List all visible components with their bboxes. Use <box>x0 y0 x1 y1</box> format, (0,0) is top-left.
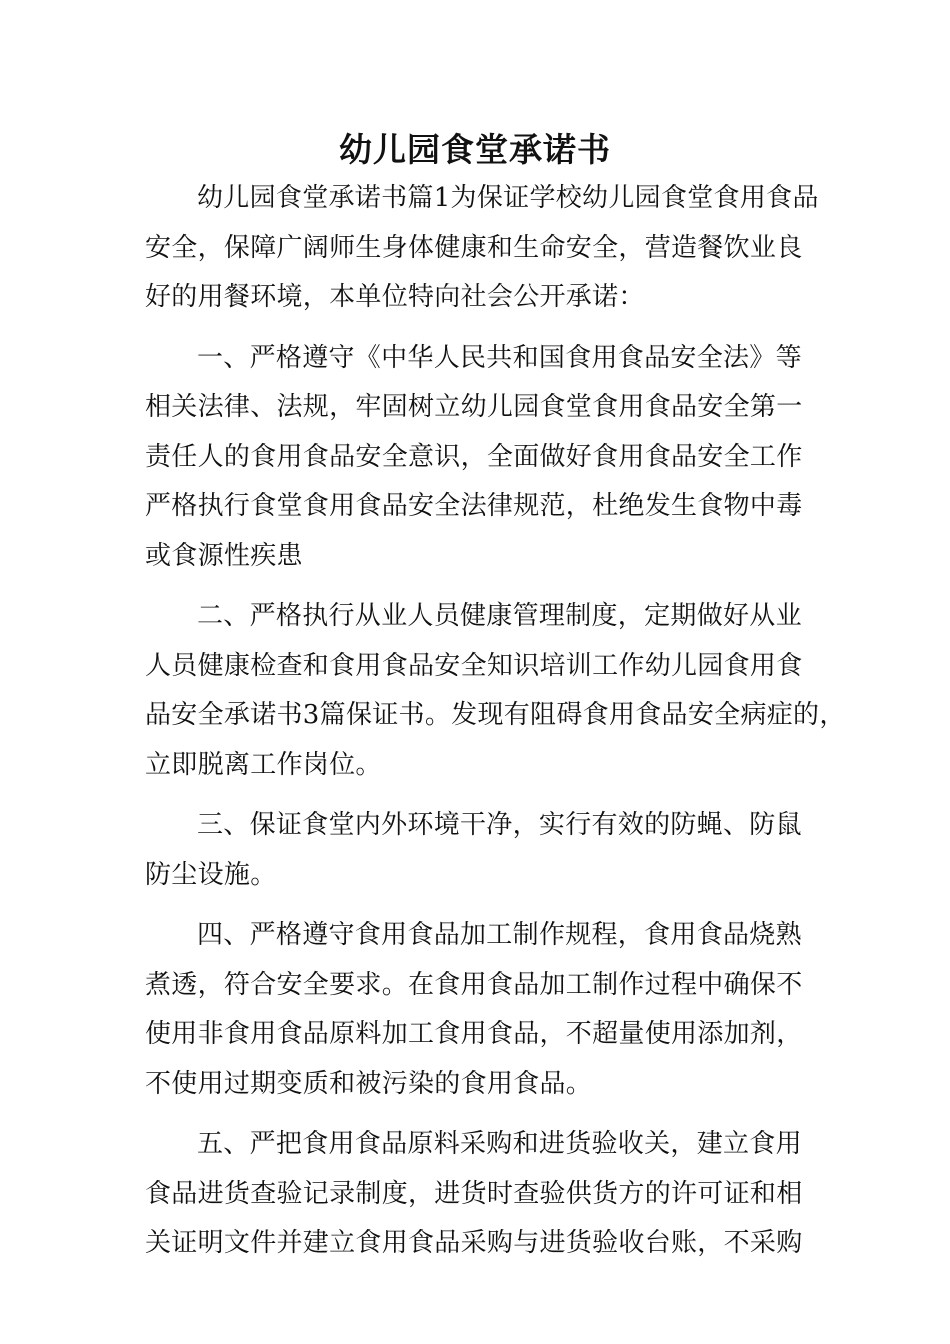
paragraph-line: 关证明文件并建立食用食品采购与进货验收台账，不采购 <box>145 1228 803 1258</box>
paragraph-line: 安全，保障广阔师生身体健康和生命安全，营造餐饮业良 <box>145 232 803 263</box>
document-title: 幼儿园食堂承诺书 <box>339 130 611 169</box>
paragraph-line: 好的用餐环境，本单位特向社会公开承诺： <box>145 282 645 312</box>
paragraph-line: 相关法律、法规，牢固树立幼儿园食堂食用食品安全第一 <box>145 392 803 422</box>
paragraph-line: 煮透，符合安全要求。在食用食品加工制作过程中确保不 <box>145 969 803 1000</box>
paragraph-item-2 <box>145 592 846 790</box>
paragraph-line: 品安全承诺书3篇保证书。发现有阻碍食用食品安全病症的， <box>145 700 846 730</box>
paragraph-line: 防尘设施。 <box>145 859 277 890</box>
paragraph-line: 一、严格遵守《中华人民共和国食用食品安全法》等 <box>197 342 802 373</box>
paragraph-intro <box>145 174 825 323</box>
paragraph-line: 三、保证食堂内外环境干净，实行有效的防蝇、防鼠 <box>197 810 802 840</box>
paragraph-item-1 <box>145 334 825 582</box>
paragraph-spacer <box>145 790 825 801</box>
paragraph-item-4 <box>145 911 825 1109</box>
paragraph-line: 或食源性疾患 <box>145 540 303 571</box>
paragraph-line: 四、严格遵守食用食品加工制作规程，食用食品烧熟 <box>197 920 802 950</box>
paragraph-item-5 <box>145 1120 825 1269</box>
paragraph-line: 立即脱离工作岗位。 <box>145 749 382 780</box>
paragraph-line: 不使用过期变质和被污染的食用食品。 <box>145 1068 593 1099</box>
paragraph-spacer <box>145 1109 825 1120</box>
paragraph-line: 严格执行食堂食用食品安全法律规范，杜绝发生食物中毒 <box>145 491 803 521</box>
paragraph-spacer <box>145 323 825 334</box>
paragraph-line: 幼儿园食堂承诺书篇1为保证学校幼儿园食堂食用食品 <box>197 183 819 213</box>
paragraph-line: 人员健康检查和食用食品安全知识培训工作幼儿园食用食 <box>145 650 803 681</box>
paragraph-line: 五、严把食用食品原料采购和进货验收关，建立食用 <box>197 1129 802 1159</box>
paragraph-spacer <box>145 900 825 911</box>
paragraph-line: 使用非食用食品原料加工食用食品，不超量使用添加剂， <box>145 1019 803 1049</box>
paragraph-line: 责任人的食用食品安全意识，全面做好食用食品安全工作 <box>145 441 803 472</box>
paragraph-line: 食品进货查验记录制度，进货时查验供货方的许可证和相 <box>145 1178 803 1209</box>
paragraph-item-3 <box>145 801 825 900</box>
paragraph-line: 二、严格执行从业人员健康管理制度，定期做好从业 <box>197 601 802 631</box>
paragraph-spacer <box>145 581 825 592</box>
document-body <box>145 174 846 1269</box>
